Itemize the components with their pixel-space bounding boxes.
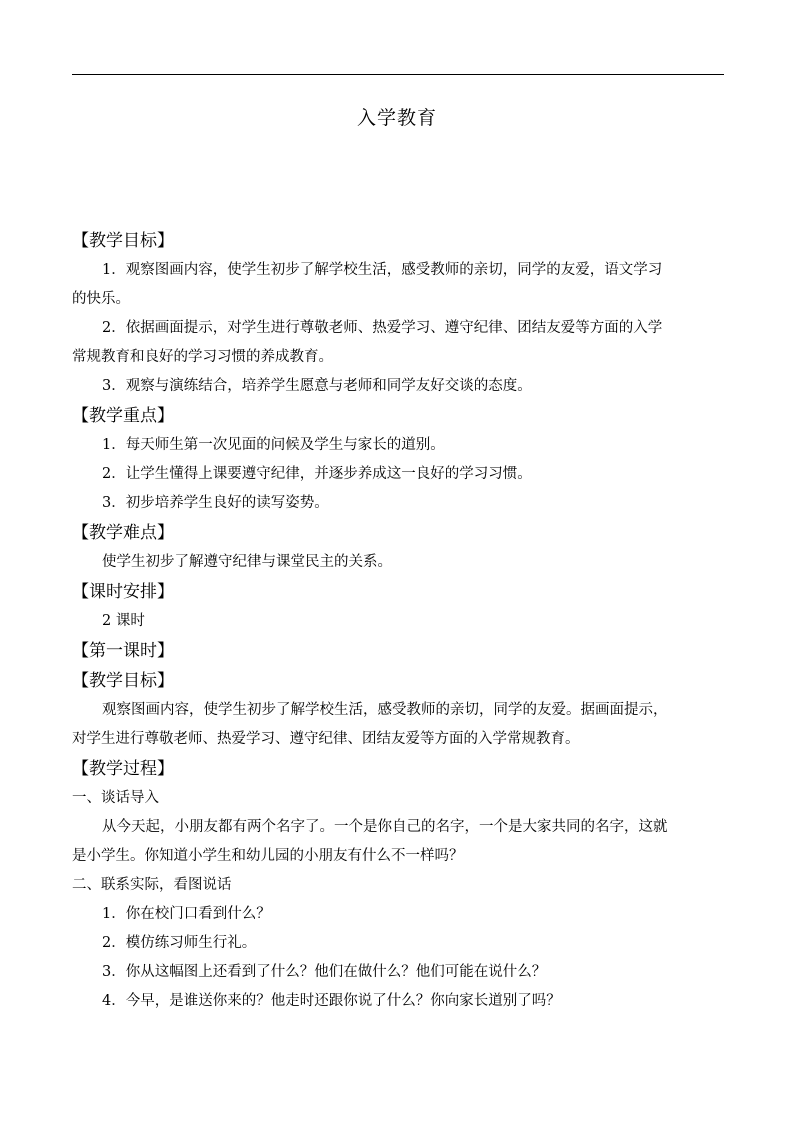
section-heading-lesson-one: 【第一课时】 <box>72 641 174 661</box>
section-heading-key-points: 【教学重点】 <box>72 406 174 426</box>
goal-item-3: 3．观察与演练结合，培养学生愿意与老师和同学友好交谈的态度。 <box>102 378 532 394</box>
key-item-1: 1．每天师生第一次见面的问候及学生与家长的道别。 <box>102 437 445 453</box>
goals-2-line-2: 对学生进行尊敬老师、热爱学习、遵守纪律、团结友爱等方面的入学常规教育。 <box>72 731 580 747</box>
schedule-item: 2 课时 <box>102 613 145 629</box>
section-heading-goals: 【教学目标】 <box>72 231 174 251</box>
process-part-1: 一、谈话导入 <box>72 790 159 806</box>
section-heading-schedule: 【课时安排】 <box>72 582 174 602</box>
goal-item-1: 1．观察图画内容，使学生初步了解学校生活，感受教师的亲切，同学的友爱，语文学习 <box>102 262 663 278</box>
question-item-2: 2．模仿练习师生行礼。 <box>102 935 257 951</box>
question-item-1: 1．你在校门口看到什么？ <box>102 906 271 922</box>
goal-item-2: 2．依据画面提示，对学生进行尊敬老师、热爱学习、遵守纪律、团结友爱等方面的入学 <box>102 320 663 336</box>
difficulty-item: 使学生初步了解遵守纪律与课堂民主的关系。 <box>102 554 392 570</box>
key-item-2: 2．让学生懂得上课要遵守纪律，并逐步养成这一良好的学习习惯。 <box>102 466 532 482</box>
process-part-1-line-1: 从今天起，小朋友都有两个名字了。一个是你自己的名字，一个是大家共同的名字，这就 <box>102 819 668 835</box>
document-body <box>72 226 726 1016</box>
section-heading-difficulty: 【教学难点】 <box>72 523 174 543</box>
question-item-4: 4．今早，是谁送你来的？他走时还跟你说了什么？你向家长道别了吗？ <box>102 993 561 1009</box>
goal-item-2-cont: 常规教育和良好的学习习惯的养成教育。 <box>72 349 333 365</box>
section-heading-goals-2: 【教学目标】 <box>72 671 174 691</box>
section-heading-process: 【教学过程】 <box>72 759 174 779</box>
question-item-3: 3．你从这幅图上还看到了什么？他们在做什么？他们可能在说什么？ <box>102 964 547 980</box>
goal-item-1-cont: 的快乐。 <box>72 291 130 307</box>
header-rule <box>72 74 724 75</box>
process-part-2: 二、联系实际，看图说话 <box>72 877 232 893</box>
document-title: 入学教育 <box>356 107 437 129</box>
goals-2-line-1: 观察图画内容，使学生初步了解学校生活，感受教师的亲切，同学的友爱。据画面提示， <box>102 702 668 718</box>
process-part-1-line-2: 是小学生。你知道小学生和幼儿园的小朋友有什么不一样吗？ <box>72 848 464 864</box>
key-item-3: 3．初步培养学生良好的读写姿势。 <box>102 495 329 511</box>
